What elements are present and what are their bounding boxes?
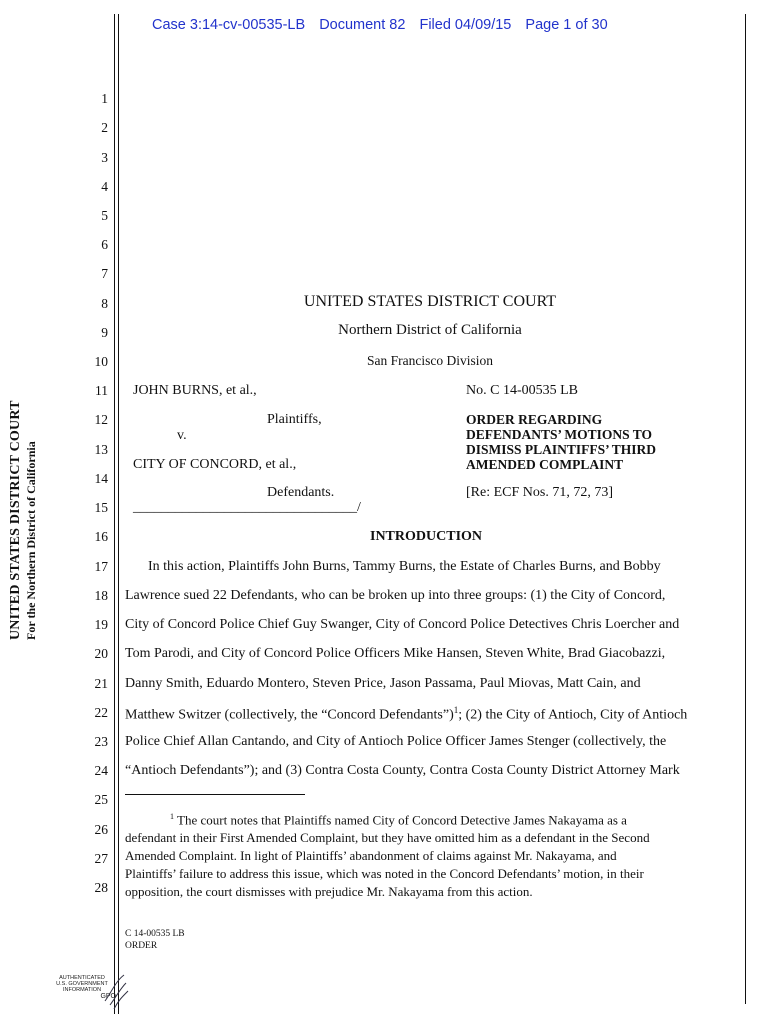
- eagle-icon: [100, 971, 130, 1011]
- body-line: In this action, Plaintiffs John Burns, Tammy Burns, the Estate of Charles Burns, and Bobby: [148, 559, 661, 574]
- line-number: 11: [95, 383, 108, 398]
- document-header: [152, 17, 618, 33]
- footnote-line: [170, 812, 627, 828]
- line-number: 15: [94, 500, 108, 515]
- section-heading: INTRODUCTION: [370, 529, 483, 544]
- order-title: [466, 412, 656, 472]
- plaintiff-name: JOHN BURNS, et al.,: [133, 383, 257, 398]
- footnote-rule: [125, 794, 305, 795]
- district-name: Northern District of California: [338, 322, 522, 338]
- footnote-line: Amended Complaint. In light of Plaintiffs’ abandonment of claims against Mr. Nakayama, and: [125, 848, 617, 863]
- line-number: 5: [101, 208, 108, 223]
- sidebar-court-name: UNITED STATES DISTRICT COURT: [8, 400, 23, 640]
- plaintiffs-label: Plaintiffs,: [267, 412, 322, 427]
- versus: v.: [177, 428, 187, 443]
- right-margin-rule: [745, 14, 746, 1004]
- footnote-text: The court notes that Plaintiffs named City of Concord Detective James Nakayama as a: [177, 812, 627, 828]
- order-title-line: DEFENDANTS’ MOTIONS TO: [466, 427, 653, 442]
- line-number: 16: [94, 529, 108, 544]
- footnote-line: opposition, the court dismisses with prejudice Mr. Nakayama from this action.: [125, 884, 533, 899]
- footer-case-number: C 14-00535 LB: [125, 929, 185, 939]
- body-line: Tom Parodi, and City of Concord Police Officers Mike Hansen, Steven White, Brad Giacobazzi,: [125, 646, 666, 661]
- body-line: Lawrence sued 22 Defendants, who can be broken up into three groups: (1) the City of Concord,: [125, 588, 666, 603]
- body-line-part: Matthew Switzer (collectively, the “Concord Defendants”): [125, 707, 454, 723]
- header-filed-date: Filed 04/09/15: [419, 17, 512, 33]
- court-name: UNITED STATES DISTRICT COURT: [303, 293, 557, 310]
- defendant-name: CITY OF CONCORD, et al.,: [133, 457, 297, 472]
- body-line: Police Chief Allan Cantando, and City of Antioch Police Officer James Stenger (collectively, the: [125, 734, 667, 749]
- line-number: 1: [101, 91, 108, 106]
- footer-label: ORDER: [125, 941, 158, 951]
- sidebar-court-label: [8, 400, 39, 640]
- line-number: 2: [101, 120, 108, 135]
- line-number: 3: [101, 150, 108, 165]
- order-title-line: DISMISS PLAINTIFFS’ THIRD: [466, 442, 657, 457]
- gpo-mark: GPO: [100, 993, 116, 1000]
- caption-separator: ________________________________/: [133, 500, 361, 515]
- line-number: 9: [101, 325, 108, 340]
- line-number: 13: [94, 442, 108, 457]
- line-number: 17: [94, 559, 108, 574]
- line-number: 4: [101, 179, 108, 194]
- body-line: [125, 705, 687, 724]
- line-number: 12: [94, 412, 108, 427]
- line-number: 27: [94, 851, 108, 866]
- ecf-reference: [Re: ECF Nos. 71, 72, 73]: [466, 485, 613, 500]
- line-number: 6: [101, 237, 108, 252]
- line-number: 22: [94, 705, 108, 720]
- defendants-label: Defendants.: [267, 485, 335, 500]
- case-number: No. C 14-00535 LB: [466, 383, 578, 398]
- line-number: 8: [101, 296, 108, 311]
- line-number: 23: [94, 734, 108, 749]
- line-number: 26: [94, 822, 108, 837]
- body-line-part: ; (2) the City of Antioch, City of Antioch: [458, 707, 688, 723]
- line-number: 28: [94, 880, 108, 895]
- footnote-line: defendant in their First Amended Complaint, but they have omitted him as a defendant in the Second: [125, 830, 650, 845]
- gpo-seal-text: U.S. GOVERNMENT: [56, 981, 108, 987]
- body-line: City of Concord Police Chief Guy Swanger, City of Concord Police Detectives Chris Loercher and: [125, 617, 680, 632]
- line-number: 21: [94, 676, 108, 691]
- header-document-number: Document 82: [319, 17, 406, 33]
- line-number: 24: [94, 763, 108, 778]
- line-number: 20: [94, 646, 108, 661]
- line-number: 7: [101, 266, 108, 281]
- left-margin-rule-2: [118, 14, 119, 1014]
- footnote-line: Plaintiffs’ failure to address this issue, which was noted in the Concord Defendants’ motion, in their: [125, 866, 644, 881]
- gpo-authentication-seal: [42, 975, 122, 1015]
- body-line: “Antioch Defendants”); and (3) Contra Costa County, Contra Costa County District Attorney Mark: [125, 763, 680, 778]
- line-number: 14: [94, 471, 108, 486]
- sidebar-district: For the Northern District of California: [24, 441, 38, 640]
- footnote-reference: 1: [453, 705, 459, 715]
- line-number: 10: [94, 354, 108, 369]
- line-number: 25: [94, 792, 108, 807]
- line-number: 18: [94, 588, 108, 603]
- order-title-line: AMENDED COMPLAINT: [466, 457, 624, 472]
- header-case-number: Case 3:14-cv-00535-LB: [152, 17, 306, 33]
- footnote-marker: 1: [170, 812, 174, 821]
- body-line: Danny Smith, Eduardo Montero, Steven Price, Jason Passama, Paul Miovas, Matt Cain, and: [125, 676, 641, 691]
- gpo-seal-text: INFORMATION: [62, 987, 102, 993]
- left-margin-rule-1: [114, 14, 115, 1014]
- line-number: 19: [94, 617, 108, 632]
- gpo-seal-text: AUTHENTICATED: [59, 975, 105, 981]
- header-page-count: Page 1 of 30: [525, 17, 608, 33]
- order-title-line: ORDER REGARDING: [466, 412, 603, 427]
- division-name: San Francisco Division: [367, 353, 493, 368]
